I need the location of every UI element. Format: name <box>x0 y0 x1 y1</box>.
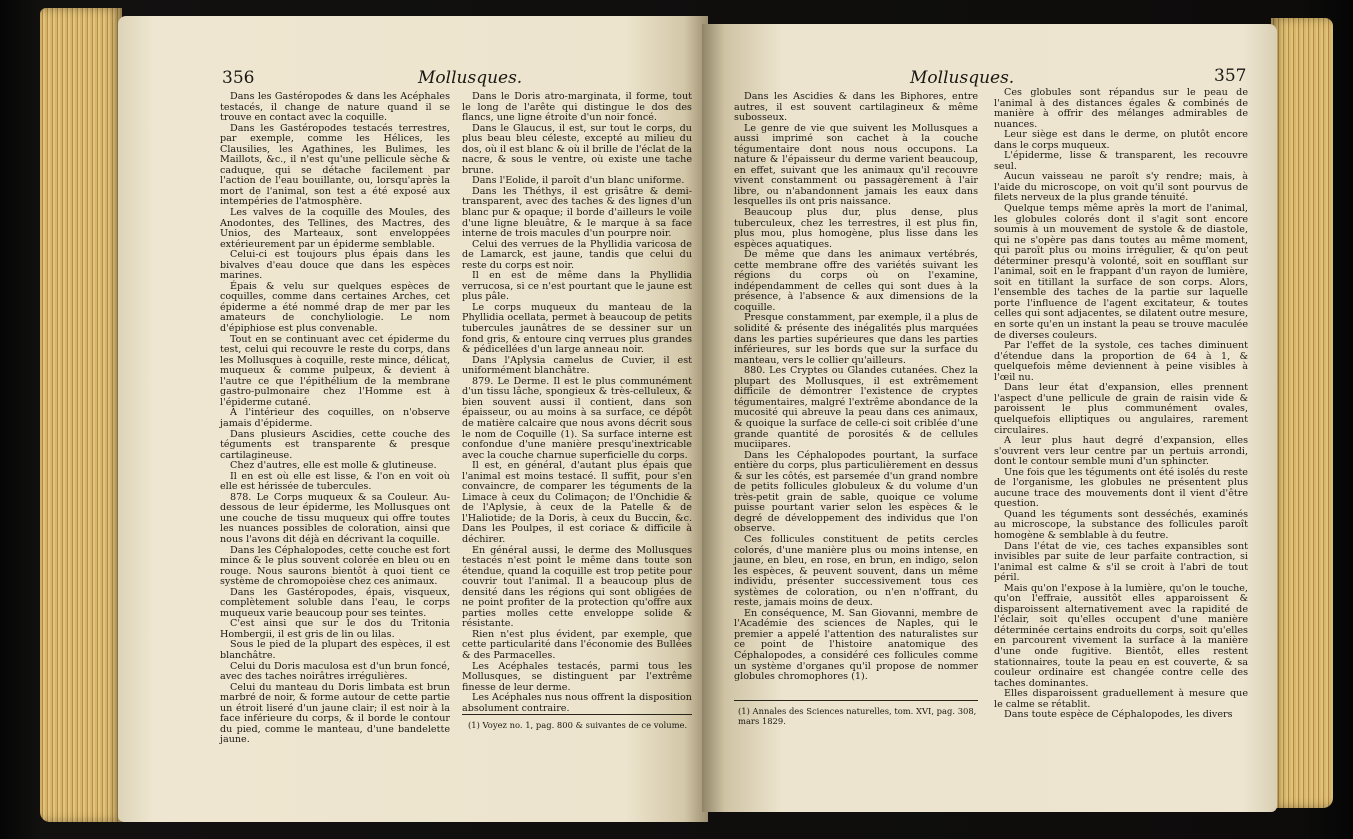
left-column-1 <box>220 92 450 746</box>
paragraph: En général aussi, le derme des Mollusques testacés n'est point le même dans toute son étendue, quand la coquille est trop petite pour couvrir tout l'animal. Il a beaucoup plus de densité dans les régions qui sont obligées de ne point profiter de la protection qu'offre aux parties molles cette enveloppe solide & résistante. <box>462 544 692 630</box>
left-page <box>118 16 708 822</box>
left-page-number: 356 <box>222 68 255 88</box>
paragraph: Dans l'Eolide, il paroît d'un blanc uniforme. <box>472 175 685 187</box>
left-column-2 <box>462 92 692 714</box>
paragraph: Celui des verrues de la Phyllidia varicosa de de Lamarck, est jaune, tandis que celui du reste du corps est noir. <box>462 238 692 271</box>
right-column-2 <box>994 88 1248 721</box>
paragraph: Dans les Céphalopodes, cette couche est fort mince & le plus souvent colorée en bleu ou en rouge. Nous saurons bientôt à quoi tient ce système de chromopoièse chez ces animaux. <box>220 544 450 588</box>
paragraph: Il en est où elle est lisse, & l'on en voit où elle est hérissée de tubercules. <box>220 470 450 493</box>
paragraph: Dans les Gastéropodes testacés terrestres, par exemple, comme les Hélices, les Clausilies, les Agathines, les Bulimes, les Maillots, &c., il n'est qu'une pellicule sèche & caduque, qui se détache facilement par l'action de l'eau bouillante, ou, lorsqu'après la mort de l'animal, son test a été exposé aux intempéries de l'atmosphère. <box>220 122 450 208</box>
right-column-1 <box>734 92 978 683</box>
open-book <box>40 4 1333 832</box>
paragraph: Une fois que les téguments ont été isolés du reste de l'organisme, les globules ne présentent plus aucune trace des mouvements dont il vient d'être question. <box>994 466 1248 510</box>
paragraph: Beaucoup plus dur, plus dense, plus tuberculeux, chez les terrestres, il est plus fin, plus mou, plus homogène, plus lisse dans les espèces aquatiques. <box>734 207 978 250</box>
paragraph: Aucun vaisseau ne paroît s'y rendre; mais, à l'aide du microscope, on voit qu'il sont pourvus de filets nerveux de la plus grande ténuité. <box>994 171 1248 204</box>
paragraph: Dans leur état d'expansion, elles prennent l'aspect d'une pellicule de grain de raisin vide & paroissent le plus communément ovales, quelquefois elliptiques ou angulaires, rarement circulaires. <box>994 382 1248 436</box>
right-running-head: Mollusques. <box>910 68 1015 88</box>
footnote-rule <box>734 700 978 701</box>
paragraph: Les Acéphales nus nous offrent la disposition absolument contraire. <box>462 692 692 714</box>
paragraph: Par l'effet de la systole, ces taches diminuent d'étendue dans la proportion de 64 à 1, & quelquefois même deviennent à peine visibles à l'œil nu. <box>994 340 1248 383</box>
footnote-rule <box>462 714 692 715</box>
left-page-edges <box>40 8 122 822</box>
paragraph: Mais qu'on l'expose à la lumière, qu'on le touche, qu'on l'effraie, aussitôt elles apparoissent & disparoissent alternativement avec la rapidité de l'éclair, soit qu'elles occupent d'une manière déterminée certains endroits du corps, soit qu'elles en parcourent vivement la surface à la manière d'une onde fugitive. Bientôt, elles restent stationnaires, toute la peau en est couverte, & sa couleur ordinaire est changée contre celle des taches dominantes. <box>994 582 1248 689</box>
paragraph: Celui du manteau du Doris limbata est brun marbré de noir, & forme autour de cette partie un étroit liseré d'un jaune clair; il est noir à la face inférieure du corps, & il borde le contour du pied, comme le manteau, d'une bandelette jaune. <box>220 681 450 746</box>
paragraph: Le genre de vie que suivent les Mollusques a aussi imprimé son cachet à la couche tégumentaire dont nous nous occupons. La nature & l'épaisseur du derme varient beaucoup, en effet, suivant que les animaux qu'il recouvre vivent constamment ou passagèrement à l'air libre, ou n'abandonnent jamais les eaux dans lesquelles ils ont pris naissance. <box>734 122 978 208</box>
paragraph: De même que dans les animaux vertébrés, cette membrane offre des variétés suivant les régions du corps où on l'examine, indépendamment de celles qui sont dues à la présence, à l'absence & aux dimensions de la coquille. <box>734 249 978 313</box>
paragraph: Celui-ci est toujours plus épais dans les bivalves d'eau douce que dans les espèces marines. <box>220 249 450 282</box>
paragraph: Dans les Ascidies & dans les Biphores, entre autres, il est souvent cartilagineux & même subosseux. <box>734 91 978 124</box>
paragraph: 878. Le Corps muqueux & sa Couleur. Au-dessous de leur épiderme, les Mollusques ont une couche de tissu muqueux qui offre toutes les nuances possibles de coloration, ainsi que nous l'avons dit déjà en décrivant la coquille. <box>220 491 450 545</box>
paragraph: Rien n'est plus évident, par exemple, que cette particularité dans l'économie des Bullées & des Parmacelles. <box>462 628 692 661</box>
paragraph: Il est, en général, d'autant plus épais que l'animal est moins testacé. Il suffit, pour s'en convaincre, de comparer les téguments de la Limace à ceux du Colimaçon; de l'Onchidie & de l'Aplysie, à ceux de la Patelle & de l'Haliotide; de la Doris, à ceux du Buccin, &c. Dans les Poulpes, il est coriace & difficile à déchirer. <box>462 460 692 545</box>
paragraph: A l'intérieur des coquilles, on n'observe jamais d'épiderme. <box>220 407 450 429</box>
right-footnote: (1) Annales des Sciences naturelles, tom. XVI, pag. 308, mars 1829. <box>738 706 977 726</box>
paragraph: Dans l'état de vie, ces taches expansibles sont invisibles par suite de leur parfaite contraction, si l'animal est calme & s'il se croit à l'abri de tout péril. <box>994 540 1248 584</box>
paragraph: Dans le Doris atro-marginata, il forme, tout le long de l'arête qui distingue le dos des flancs, une ligne étroite d'un noir foncé. <box>462 91 692 124</box>
paragraph: Quand les téguments sont desséchés, examinés au microscope, la substance des follicules paroît homogène & semblable à du feutre. <box>994 508 1248 541</box>
paragraph: Quelque temps même après la mort de l'animal, les globules colorés dont il s'agit sont encore soumis à un mouvement de systole & de diastole, qui ne s'opère pas dans toutes au même moment, qui paroît plus ou moins irrégulier, & qu'on peut déterminer presqu'à volonté, soit en soufflant sur l'animal, soit en le frappant d'un rayon de lumière, soit en titillant la surface de son corps. Alors, l'ensemble des taches de la partie sur laquelle porte l'influence de l'agent excitateur, & toutes celles qui sont adjacentes, se dilatent outre mesure, en sorte qu'en un instant la peau se trouve maculée de diverses couleurs. <box>994 203 1248 341</box>
paragraph: Dans les Gastéropodes, épais, visqueux, complètement soluble dans l'eau, le corps muqueux varie beaucoup pour ses teintes. <box>220 586 450 619</box>
paragraph: Presque constamment, par exemple, il a plus de solidité & présente des inégalités plus marquées dans les parties supérieures que dans les parties inférieures, sur les bords que sur la surface du manteau, vers le collier qu'ailleurs. <box>734 312 979 366</box>
paragraph: 879. Le Derme. Il est le plus communément d'un tissu lâche, spongieux & très-celluleux, & bien souvent aussi il contient, dans son épaisseur, ou au moins à sa surface, ce dépôt de matière calcaire que nous avons décrit sous le nom de Coquille (1). Sa surface interne est confondue d'une manière presqu'inextricable avec la couche charnue superficielle du corps. <box>462 375 692 461</box>
paragraph: Sous le pied de la plupart des espèces, il est blanchâtre. <box>220 639 450 661</box>
paragraph: Dans le Glaucus, il est, sur tout le corps, du plus beau bleu céleste, excepté au milieu du dos, où il est blanc & où il brille de l'éclat de la nacre, & sous le ventre, où existe une tache brune. <box>462 122 692 176</box>
paragraph: C'est ainsi que sur le dos du Tritonia Hombergii, il est gris de lin ou lilas. <box>220 618 450 640</box>
right-page-edges <box>1271 18 1333 808</box>
paragraph: Ces globules sont répandus sur le peau de l'animal à des distances égales & combinés de manière à offrir des mélanges admirables de nuances. <box>994 87 1248 130</box>
paragraph: 880. Les Cryptes ou Glandes cutanées. Chez la plupart des Mollusques, il est extrêmement difficile de démontrer l'existence de cryptes tégumentaires, malgré l'extrême abondance de la mucosité qui abreuve la peau dans ces animaux, & quoique la surface de celle-ci soit criblée d'une grande quantité de porosités & de cellules muciipares. <box>734 365 978 451</box>
paragraph: Tout en se continuant avec cet épiderme du test, celui qui recouvre le reste du corps, dans les Mollusques à coquille, reste mince, délicat, muqueux & comme pulpeux, & devient à l'autre ce que l'épithélium de la membrane gastro-pulmonaire chez l'Homme est à l'épiderme cutané. <box>220 333 450 408</box>
paragraph: Dans l'Aplysia camelus de Cuvier, il est uniformément blanchâtre. <box>462 354 692 377</box>
paragraph: Ces follicules constituent de petits cercles colorés, d'une manière plus ou moins intense, en jaune, en bleu, en rose, en brun, en indigo, selon les espèces, & peuvent souvent, dans un même individu, présenter successivement tous ces systèmes de coloration, ou n'en n'offrant, du reste, jamais moins de deux. <box>734 533 978 609</box>
paragraph: L'épiderme, lisse & transparent, les recouvre seul. <box>994 150 1248 172</box>
paragraph: Dans les Théthys, il est grisâtre & demi-transparent, avec des taches & des lignes d'un blanc pur & opaque; il borde d'ailleurs le voile d'une ligne bleuâtre, & le marque à sa face interne de trois macules d'un pourpre noir. <box>462 185 692 240</box>
paragraph: Leur siège est dans le derme, on plutôt encore dans le corps muqueux. <box>994 129 1248 151</box>
right-page-number: 357 <box>1214 66 1247 86</box>
paragraph: En conséquence, M. San Giovanni, membre de l'Académie des sciences de Naples, qui le premier a appelé l'attention des naturalistes sur ce point de l'histoire anatomique des Céphalopodes, a considéré ces follicules comme un système d'organes qu'il propose de nommer globules chromophores (1). <box>734 607 978 683</box>
paragraph: Les valves de la coquille des Moules, des Anodontes, des Tellines, des Mactres, des Unios, des Marteaux, sont enveloppées extérieurement par un épiderme semblable. <box>220 207 450 250</box>
paragraph: Il en est de même dans la Phyllidia verrucosa, si ce n'est pourtant que le jaune est plus pâle. <box>462 270 692 303</box>
left-footnote: (1) Voyez no. 1, pag. 800 & suivantes de ce volume. <box>468 720 688 730</box>
paragraph: Dans toute espèce de Céphalopodes, les divers <box>1004 709 1233 721</box>
right-page <box>702 24 1277 812</box>
paragraph: Épais & velu sur quelques espèces de coquilles, comme dans certaines Arches, cet épiderme a été nommé drap de mer par les amateurs de conchyliologie. Le nom d'épiphiose est plus convenable. <box>220 280 450 335</box>
left-running-head: Mollusques. <box>418 68 523 88</box>
paragraph: Dans les Céphalopodes pourtant, la surface entière du corps, plus particulièrement en dessus & sur les côtés, est parsemée d'un grand nombre de petits follicules globuleux & du volume d'un très-petit grain de sable, quoique ce volume puisse pourtant varier selon les espèces & le degré de développement des individus que l'on observe. <box>734 449 978 535</box>
paragraph: Dans plusieurs Ascidies, cette couche des téguments est transparente & presque cartilagineuse. <box>220 428 450 461</box>
paragraph: Le corps muqueux du manteau de la Phyllidia ocellata, permet à beaucoup de petits tubercules jaunâtres de se dessiner sur un fond gris, & entoure cinq verrues plus grandes & pédicellées d'un large anneau noir. <box>462 301 692 356</box>
paragraph: Les Acéphales testacés, parmi tous les Mollusques, se distinguent par l'extrême finesse de leur derme. <box>462 660 692 693</box>
paragraph: Elles disparoissent graduellement à mesure que le calme se rétablit. <box>994 688 1248 710</box>
paragraph: Chez d'autres, elle est molle & glutineuse. <box>230 460 437 472</box>
paragraph: Celui du Doris maculosa est d'un brun foncé, avec des taches noirâtres irrégulières. <box>220 660 450 683</box>
paragraph: A leur plus haut degré d'expansion, elles s'ouvrent vers leur centre par un pertuis arrondi, dont le contour semble muni d'un sphincter. <box>994 435 1248 468</box>
paragraph: Dans les Gastéropodes & dans les Acéphales testacés, il change de nature quand il se trouve en contact avec la coquille. <box>220 91 450 124</box>
